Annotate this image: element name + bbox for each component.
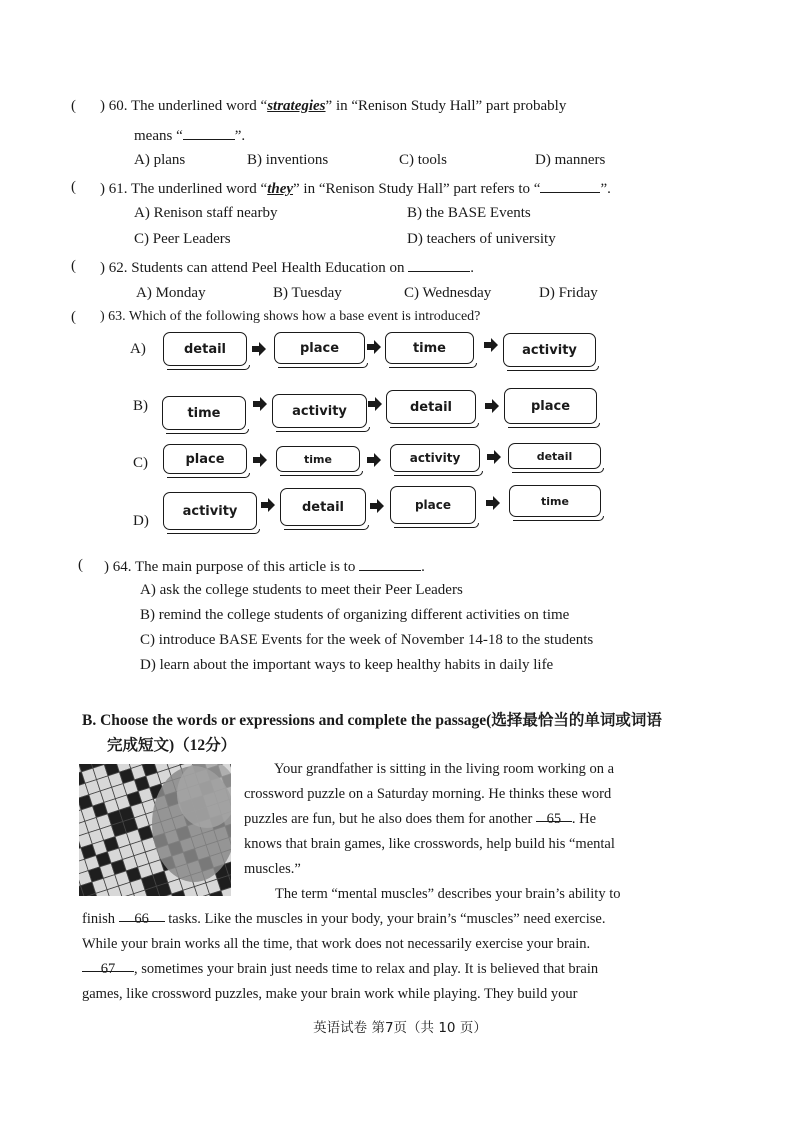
- q61-answer-blank[interactable]: [540, 178, 600, 193]
- passage-line: knows that brain games, like crosswords, help build his “mental: [244, 836, 615, 852]
- q60-stem-b: ” in “Renison Study Hall” part probably: [325, 98, 567, 114]
- q63-b-box-1: time: [162, 396, 246, 430]
- q63-number: ) 63.: [100, 309, 126, 324]
- passage-line: The term “mental muscles” describes your brain’s ability to: [275, 886, 621, 902]
- q63-d-box-3: place: [390, 486, 476, 524]
- passage-text: . He: [571, 811, 597, 827]
- q61-number: ) 61.: [100, 181, 128, 197]
- q63-b-box-3: detail: [386, 390, 476, 424]
- q61-stem-a: The underlined word “: [130, 181, 268, 197]
- q63-stem-text: Which of the following shows how a base event is introduced?: [128, 309, 481, 324]
- passage-line: [244, 807, 649, 832]
- q62-stem-b: .: [470, 260, 475, 276]
- q61-paren: (: [71, 179, 76, 195]
- q64-answer-blank[interactable]: [359, 556, 421, 571]
- q64-stem-a: The main purpose of this article is to: [134, 559, 356, 575]
- right-arrow-icon: [367, 340, 381, 354]
- right-arrow-icon: [487, 450, 501, 464]
- q62-answer-blank[interactable]: [408, 257, 470, 272]
- q61-option-a[interactable]: A) Renison staff nearby: [134, 205, 278, 221]
- q61-stem: [100, 178, 611, 198]
- q61-option-d[interactable]: D) teachers of university: [407, 231, 556, 247]
- q64-option-a[interactable]: A) ask the college students to meet their Peer Leaders: [140, 582, 463, 598]
- section-b-heading: B. Choose the words or expressions and complete the passage(选择最恰当的单词或词语: [82, 712, 662, 729]
- crossword-puzzle-photo: [79, 764, 231, 896]
- q62-option-c[interactable]: C) Wednesday: [404, 285, 492, 301]
- q62-paren: (: [71, 258, 76, 274]
- right-arrow-icon: [368, 397, 382, 411]
- q63-a-box-3: time: [385, 332, 474, 364]
- right-arrow-icon: [370, 499, 384, 513]
- blank-66[interactable]: 66: [119, 907, 165, 922]
- q60-answer-blank[interactable]: [183, 125, 235, 140]
- q61-option-b[interactable]: B) the BASE Events: [407, 205, 531, 221]
- right-arrow-icon: [484, 338, 498, 352]
- q64-option-c[interactable]: C) introduce BASE Events for the week of November 14-18 to the students: [140, 632, 594, 648]
- q63-stem: [100, 308, 480, 326]
- right-arrow-icon: [485, 399, 499, 413]
- section-b-heading-line2: 完成短文)（12分）: [107, 737, 237, 754]
- right-arrow-icon: [253, 453, 267, 467]
- passage-line: muscles.”: [244, 861, 301, 877]
- q63-d-box-4: time: [509, 485, 601, 517]
- right-arrow-icon: [253, 397, 267, 411]
- q62-option-a[interactable]: A) Monday: [136, 285, 206, 301]
- passage-text: puzzles are fun, but he also does them for another: [244, 811, 533, 827]
- q63-a-box-2: place: [274, 332, 365, 364]
- passage-line: While your brain works all the time, that work does not necessarily exercise your brain.: [82, 936, 591, 952]
- q63-d-box-2: detail: [280, 488, 366, 526]
- q60-stem: [100, 97, 566, 115]
- q62-number: ) 62.: [100, 260, 128, 276]
- right-arrow-icon: [252, 342, 266, 356]
- q63-a-box-4: activity: [503, 333, 596, 367]
- q63-option-a-letter[interactable]: A): [130, 341, 146, 357]
- right-arrow-icon: [261, 498, 275, 512]
- q64-option-b[interactable]: B) remind the college students of organizing different activities on time: [140, 607, 570, 623]
- q63-paren: (: [71, 309, 76, 325]
- q60-number: ) 60.: [100, 98, 128, 114]
- q63-c-box-2: time: [276, 446, 360, 472]
- passage-line: [82, 957, 649, 982]
- q63-a-box-1: detail: [163, 332, 247, 366]
- crossword-grid-image: [79, 764, 231, 896]
- q63-d-box-1: activity: [163, 492, 257, 530]
- q63-c-box-4: detail: [508, 443, 601, 469]
- q61-underlined-word: they: [267, 181, 294, 197]
- q64-number: ) 64.: [104, 559, 132, 575]
- passage-line: crossword puzzle on a Saturday morning. He thinks these word: [244, 786, 612, 802]
- q64-paren: (: [78, 557, 83, 573]
- q63-b-box-4: place: [504, 388, 597, 424]
- passage-line: Your grandfather is sitting in the living room working on a: [274, 761, 615, 777]
- q60-option-a[interactable]: A) plans: [134, 152, 186, 168]
- q63-option-b-letter[interactable]: B): [133, 398, 148, 414]
- q63-c-box-1: place: [163, 444, 247, 474]
- q60-means-label: means “: [134, 128, 183, 144]
- q64-option-d[interactable]: D) learn about the important ways to keep healthy habits in daily life: [140, 657, 554, 673]
- page-footer: 英语试卷 第7页（共 10 页）: [313, 1020, 487, 1036]
- passage-line: [82, 907, 649, 932]
- q60-option-d[interactable]: D) manners: [535, 152, 606, 168]
- passage-text: , sometimes your brain just needs time to relax and play. It is believed that brain: [134, 961, 599, 977]
- q64-stem: [104, 556, 425, 576]
- q60-stem-a: The underlined word “: [130, 98, 268, 114]
- q62-option-d[interactable]: D) Friday: [539, 285, 598, 301]
- q60-close-quote: ”.: [234, 128, 246, 144]
- passage-paragraph-1: [244, 757, 649, 882]
- q63-option-d-letter[interactable]: D): [133, 513, 149, 529]
- q60-paren: (: [71, 98, 76, 114]
- q60-stem-line2: [134, 125, 245, 145]
- right-arrow-icon: [486, 496, 500, 510]
- blank-67[interactable]: 67: [82, 957, 134, 972]
- q63-b-box-2: activity: [272, 394, 367, 428]
- q61-option-c[interactable]: C) Peer Leaders: [134, 231, 231, 247]
- passage-text: tasks. Like the muscles in your body, your brain’s “muscles” need exercise.: [168, 911, 606, 927]
- passage-text: finish: [82, 911, 116, 927]
- q62-stem: [100, 257, 474, 277]
- right-arrow-icon: [367, 453, 381, 467]
- passage-paragraph-2: [82, 882, 649, 1007]
- passage-line: games, like crossword puzzles, make your brain work while playing. They build your: [82, 986, 578, 1002]
- q64-stem-b: .: [421, 559, 425, 575]
- q61-stem-c: ”.: [600, 181, 611, 197]
- q63-c-box-3: activity: [390, 444, 480, 472]
- q62-option-b[interactable]: B) Tuesday: [273, 285, 342, 301]
- q60-option-c[interactable]: C) tools: [399, 152, 447, 168]
- q60-underlined-word: strategies: [267, 98, 326, 114]
- q62-stem-a: Students can attend Peel Health Education on: [131, 260, 405, 276]
- q61-stem-b: ” in “Renison Study Hall” part refers to “: [293, 181, 541, 197]
- blank-65[interactable]: 65: [536, 807, 572, 822]
- q60-option-b[interactable]: B) inventions: [247, 152, 329, 168]
- q63-option-c-letter[interactable]: C): [133, 455, 148, 471]
